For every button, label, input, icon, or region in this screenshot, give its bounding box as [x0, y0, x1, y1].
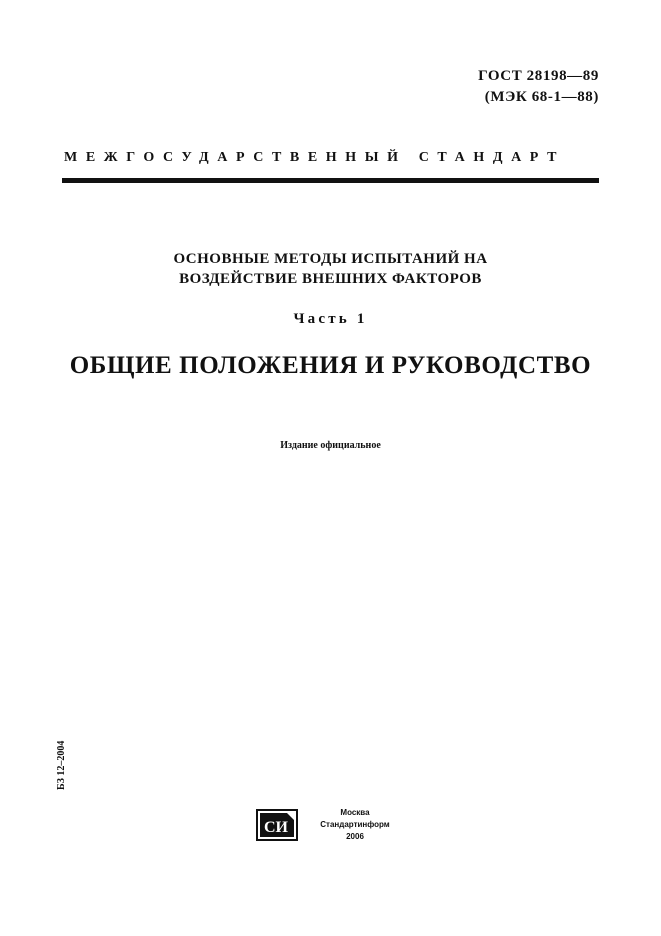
- gost-number: ГОСТ 28198—89: [478, 68, 599, 84]
- iec-number: (МЭК 68-1—88): [484, 89, 599, 105]
- header-divider: [62, 178, 599, 183]
- side-code: БЗ 12–2004: [56, 740, 67, 790]
- title-line-1: ОСНОВНЫЕ МЕТОДЫ ИСПЫТАНИЙ НА: [173, 251, 488, 267]
- document-title: [0, 249, 661, 289]
- standartinform-logo-icon: [256, 808, 298, 842]
- title-line-2: ВОЗДЕЙСТВИЕ ВНЕШНИХ ФАКТОРОВ: [179, 271, 482, 287]
- standard-type-banner: МЕЖГОСУДАРСТВЕННЫЙ СТАНДАРТ: [64, 150, 566, 165]
- svg-text:СИ: СИ: [264, 819, 288, 836]
- edition-label: Издание официальное: [280, 440, 381, 451]
- publisher-city: Москва: [340, 808, 370, 817]
- publisher-block: [300, 807, 410, 843]
- publisher-name: Стандартинформ: [320, 820, 390, 829]
- gost-code-block: [478, 66, 599, 108]
- main-title: ОБЩИЕ ПОЛОЖЕНИЯ И РУКОВОДСТВО: [69, 352, 592, 379]
- publication-year: 2006: [346, 832, 364, 841]
- part-label: Часть 1: [293, 311, 368, 327]
